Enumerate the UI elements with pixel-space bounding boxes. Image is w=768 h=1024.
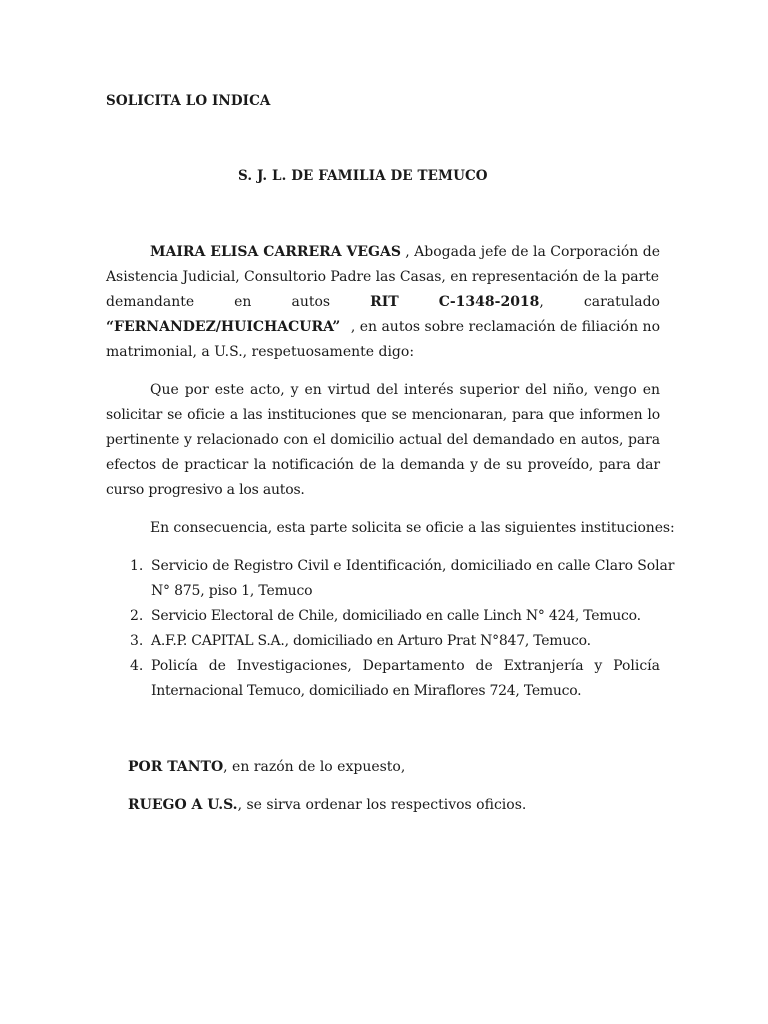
intro-line-4 xyxy=(106,318,660,336)
ruego-label: RUEGO A U.S. xyxy=(128,797,238,813)
institution-4-line: Policía de Investigaciones, Departamento de Extranjería y Policía xyxy=(151,658,660,674)
body-p1-line: efectos de practicar la notificación de la demanda y de su proveído, para dar xyxy=(106,457,660,473)
list-number: 3. xyxy=(130,633,144,649)
intro-word: en xyxy=(234,294,252,310)
body-p2: En consecuencia, esta parte solicita se oficie a las siguientes instituciones: xyxy=(150,520,675,536)
rit-value: C-1348-2018 xyxy=(438,294,540,310)
court-heading: S. J. L. DE FAMILIA DE TEMUCO xyxy=(238,168,488,184)
body-p1-line: curso progresivo a los autos. xyxy=(106,482,305,498)
intro-line-2 xyxy=(106,268,660,286)
closing-por-tanto xyxy=(128,758,405,776)
por-tanto-text: , en razón de lo expuesto, xyxy=(223,759,406,775)
intro-line-1-rest: , Abogada jefe de la Corporación de xyxy=(405,244,660,260)
ruego-text: , se sirva ordenar los respectivos oficios. xyxy=(237,797,527,813)
body-p1-line: solicitar se oficie a las instituciones que se mencionaran, para que informen lo xyxy=(106,407,660,423)
body-p1-line: Que por este acto, y en virtud del interés superior del niño, vengo en xyxy=(150,382,660,398)
intro-line-1 xyxy=(150,243,660,261)
rit-comma: , xyxy=(539,294,544,310)
institution-1-line: Servicio de Registro Civil e Identificación, domiciliado en calle Claro Solar xyxy=(151,558,675,574)
intro-word: autos xyxy=(291,294,331,310)
intro-line-4-rest: , en autos sobre reclamación de filiación no xyxy=(350,319,660,335)
closing-ruego xyxy=(128,796,526,814)
intro-line-3 xyxy=(106,293,660,311)
por-tanto-label: POR TANTO xyxy=(128,759,224,775)
list-number: 2. xyxy=(130,608,144,624)
list-number: 4. xyxy=(130,658,144,674)
institution-1-line: N° 875, piso 1, Temuco xyxy=(151,583,313,599)
intro-line-2-text: Asistencia Judicial, Consultorio Padre las Casas, en representación de la parte xyxy=(106,269,659,285)
intro-word: demandante xyxy=(106,294,195,310)
institution-3-line: A.F.P. CAPITAL S.A., domiciliado en Arturo Prat N°847, Temuco. xyxy=(151,633,591,649)
case-name: “FERNANDEZ/HUICHACURA” xyxy=(106,319,341,335)
institution-4-line: Internacional Temuco, domiciliado en Miraflores 724, Temuco. xyxy=(151,683,582,699)
intro-line-5: matrimonial, a U.S., respetuosamente digo: xyxy=(106,344,415,360)
rit-label: RIT xyxy=(370,294,399,310)
intro-word: caratulado xyxy=(583,294,660,310)
request-heading: SOLICITA LO INDICA xyxy=(106,93,271,109)
body-p1-line: pertinente y relacionado con el domicilio actual del demandado en autos, para xyxy=(106,432,660,448)
institution-2-line: Servicio Electoral de Chile, domiciliado en calle Linch N° 424, Temuco. xyxy=(151,608,641,624)
list-number: 1. xyxy=(130,558,144,574)
attorney-name: MAIRA ELISA CARRERA VEGAS xyxy=(150,244,401,260)
